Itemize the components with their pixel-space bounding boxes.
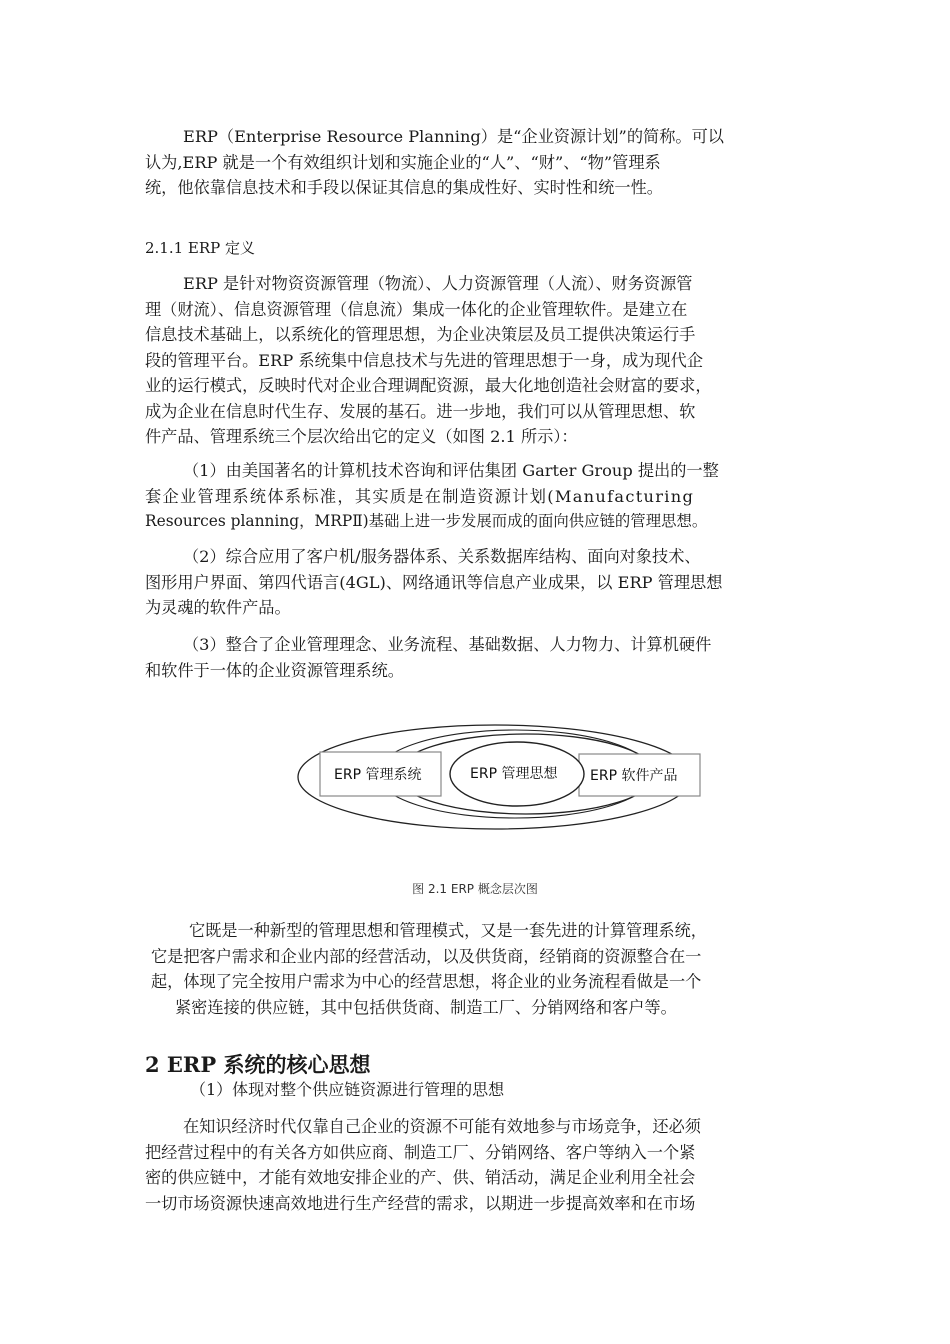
definition-paragraph (145, 271, 807, 450)
management-thought-label: ERP 管理思想 (470, 766, 558, 782)
section-2-subitem: （1）体现对整个供应链资源进行管理的思想 (190, 1080, 505, 1099)
text-line: 图形用户界面、第四代语言(4GL)、网络通讯等信息产业成果，以 ERP 管理思想 (145, 572, 723, 592)
text-line: 为灵魂的软件产品。 (145, 598, 291, 617)
text-line: 段的管理平台。ERP 系统集中信息技术与先进的管理思想于一身，成为现代企 (145, 350, 704, 370)
text-line: ERP（Enterprise Resource Planning）是“企业资源计划”的简称。可以 (183, 127, 724, 146)
text-line: 一切市场资源快速高效地进行生产经营的需求，以期进一步提高效率和在市场 (145, 1193, 696, 1213)
management-system-label: ERP 管理系统 (334, 767, 422, 783)
text-line: 认为,ERP 就是一个有效组织计划和实施企业的“人”、“财”、“物”管理系 (145, 152, 661, 172)
figure-caption: 图 2.1 ERP 概念层次图 (412, 882, 538, 896)
text-line: 它既是一种新型的管理思想和管理模式，又是一套先进的计算管理系统， (189, 921, 707, 940)
intro-paragraph (145, 124, 807, 201)
section-heading-2: 2 ERP 系统的核心思想 (145, 1052, 371, 1077)
text-line: （3）整合了企业管理理念、业务流程、基础数据、人力物力、计算机硬件 (183, 635, 712, 654)
text-line: 件产品、管理系统三个层次给出它的定义（如图 2.1 所示）： (145, 427, 578, 446)
text-line: （2）综合应用了客户机/服务器体系、关系数据库结构、面向对象技术、 (183, 547, 701, 566)
definition-item-2 (145, 544, 807, 621)
text-line: 密的供应链中，才能有效地安排企业的产、供、销活动，满足企业利用全社会 (145, 1168, 696, 1187)
section-2-paragraph (145, 1114, 807, 1216)
text-line: 它是把客户需求和企业内部的经营活动，以及供货商，经销商的资源整合在一 (151, 946, 702, 966)
text-line: 紧密连接的供应链，其中包括供货商、制造工厂、分销网络和客户等。 (175, 997, 677, 1017)
text-line: 理（财流）、信息资源管理（信息流）集成一体化的企业管理软件。是建立在 (145, 299, 688, 319)
text-line: 和软件于一体的企业资源管理系统。 (145, 660, 404, 680)
text-line: Resources planning，MRPⅡ)基础上进一步发展而成的面向供应链的管理思想。 (145, 512, 708, 530)
text-line: 统，他依靠信息技术和手段以保证其信息的集成性好、实时性和统一性。 (145, 178, 663, 197)
definition-item-3 (145, 632, 807, 683)
definition-item-1 (145, 458, 807, 535)
text-line: 成为企业在信息时代生存、发展的基石。进一步地，我们可以从管理思想、软 (145, 401, 696, 421)
section-heading-2-1-1: 2.1.1 ERP 定义 (145, 239, 256, 257)
after-figure-paragraph (145, 918, 807, 1020)
software-product-label: ERP 软件产品 (590, 768, 678, 784)
text-line: 业的运行模式，反映时代对企业合理调配资源，最大化地创造社会财富的要求， (145, 376, 712, 395)
text-line: 在知识经济时代仅靠自己企业的资源不可能有效地参与市场竞争，还必须 (183, 1117, 701, 1136)
text-line: 把经营过程中的有关各方如供应商、制造工厂、分销网络、客户等纳入一个紧 (145, 1142, 696, 1162)
text-line: 信息技术基础上，以系统化的管理思想，为企业决策层及员工提供决策运行手 (145, 325, 696, 344)
text-line: 套企业管理系统体系标准，其实质是在制造资源计划(Manufacturing (145, 486, 695, 506)
text-line: （1）由美国著名的计算机技术咨询和评估集团 Garter Group 提出的一整 (183, 461, 719, 480)
erp-concept-diagram (290, 722, 720, 838)
text-line: 起，体现了完全按用户需求为中心的经营思想，将企业的业务流程看做是一个 (151, 972, 702, 991)
text-line: ERP 是针对物资资源管理（物流）、人力资源管理（人流）、财务资源管 (183, 274, 693, 293)
